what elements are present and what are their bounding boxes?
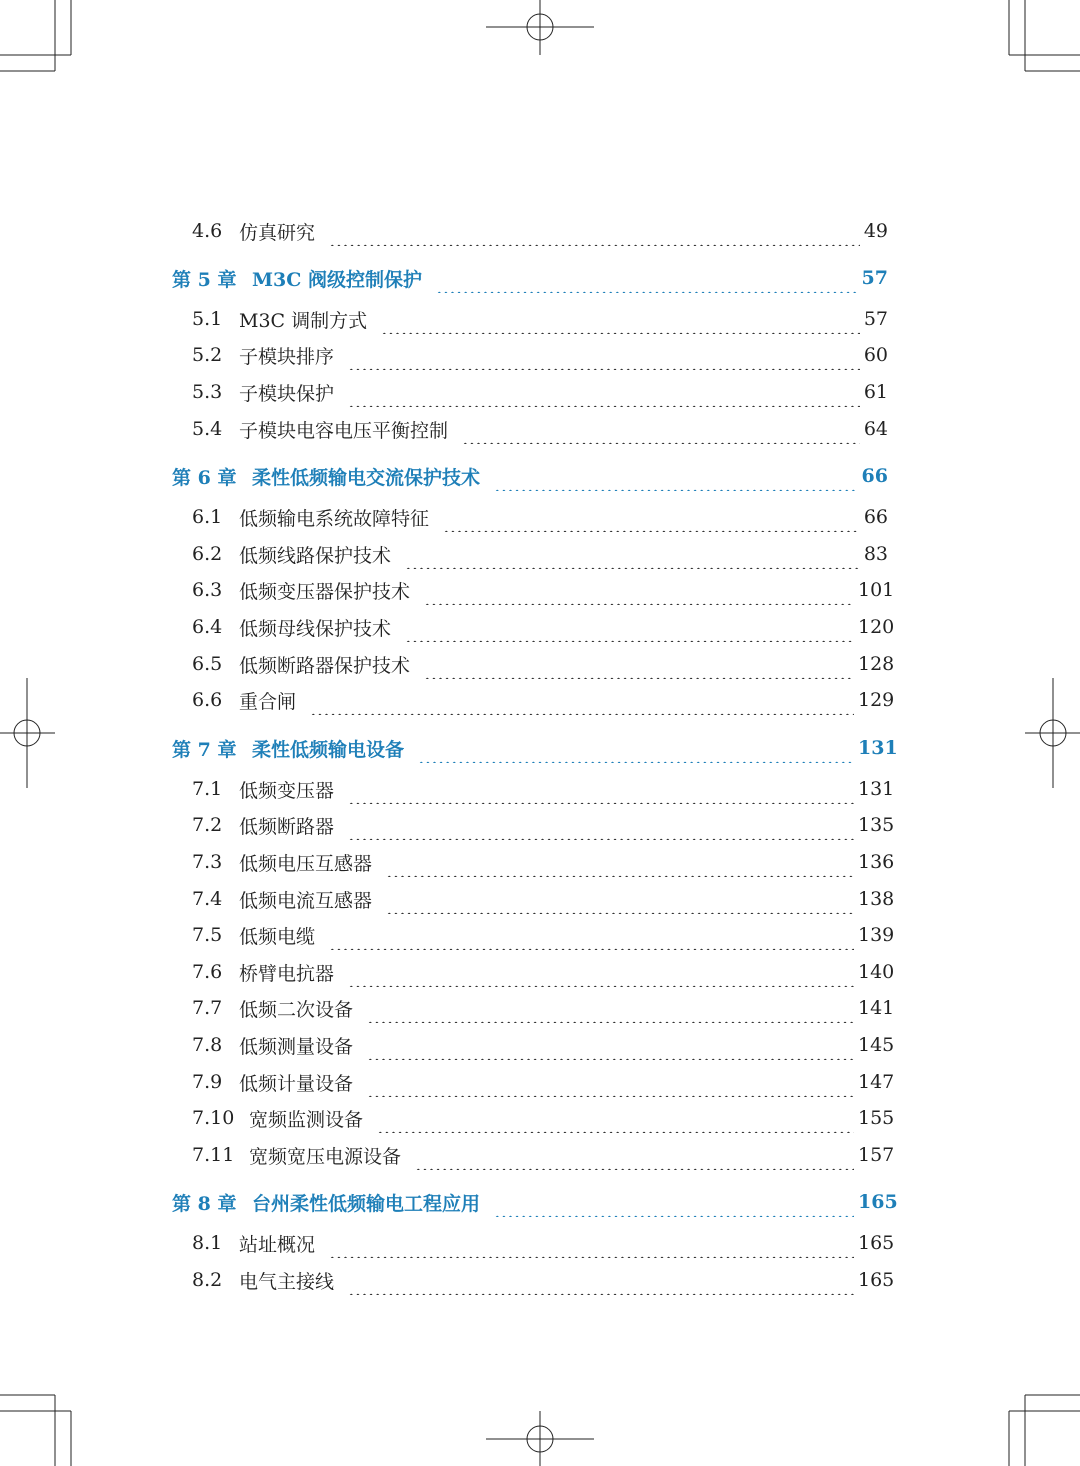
section-title: 低频测量设备	[239, 1035, 354, 1058]
dot-leader	[462, 414, 860, 444]
section-title: 电气主接线	[239, 1270, 335, 1293]
section-title: 低频变压器	[239, 779, 335, 802]
dot-leader	[367, 1067, 854, 1097]
dot-leader	[348, 810, 854, 840]
section-title: 低频变压器保护技术	[239, 580, 411, 603]
dot-leader	[494, 461, 858, 491]
dot-leader	[377, 1103, 854, 1133]
section-number: 7.3	[192, 851, 223, 873]
toc-entry[interactable]	[172, 774, 895, 804]
page-number: 83	[863, 543, 888, 565]
section-title: 仿真研究	[239, 221, 316, 244]
section-title: 子模块电容电压平衡控制	[239, 419, 449, 442]
chapter-title: 柔性低频输电交流保护技术	[252, 466, 481, 489]
page-number: 64	[863, 418, 888, 440]
page-number: 128	[858, 653, 895, 675]
chapter-title: 台州柔性低频输电工程应用	[252, 1192, 481, 1215]
toc-entry[interactable]	[172, 649, 895, 679]
dot-leader	[367, 993, 854, 1023]
dot-leader	[415, 1140, 854, 1170]
section-title: 站址概况	[239, 1233, 316, 1256]
section-number: 5.1	[192, 308, 223, 330]
toc-entry[interactable]	[172, 1103, 895, 1133]
section-number: 6.3	[192, 579, 223, 601]
toc-entry[interactable]	[172, 502, 888, 532]
page-number: 138	[858, 888, 895, 910]
toc-entry[interactable]	[172, 414, 888, 444]
page-number: 60	[863, 344, 888, 366]
section-title: 子模块排序	[239, 345, 335, 368]
section-title: 低频电流互感器	[239, 889, 373, 912]
section-number: 8.2	[192, 1269, 223, 1291]
dot-leader	[348, 1265, 854, 1295]
chapter-number: 第 6 章	[172, 466, 237, 489]
dot-leader	[405, 539, 860, 569]
toc-entry[interactable]	[172, 993, 895, 1023]
page-number: 57	[863, 308, 888, 330]
toc-entry[interactable]	[172, 685, 895, 715]
section-title: 低频电压互感器	[239, 852, 373, 875]
chapter-title: 柔性低频输电设备	[252, 738, 405, 761]
section-number: 7.2	[192, 814, 223, 836]
toc-entry[interactable]	[172, 1228, 895, 1258]
dot-leader	[348, 774, 854, 804]
section-number: 7.1	[192, 778, 223, 800]
section-number: 8.1	[192, 1232, 223, 1254]
section-title: 宽频监测设备	[249, 1108, 364, 1131]
page-number: 141	[858, 997, 895, 1019]
toc-chapter-5[interactable]	[172, 263, 888, 293]
page-number: 155	[858, 1107, 895, 1129]
toc-entry[interactable]	[172, 1067, 895, 1097]
section-number: 5.3	[192, 381, 223, 403]
toc-entry[interactable]	[172, 884, 895, 914]
section-title: M3C 调制方式	[239, 309, 368, 332]
toc-chapter-8[interactable]	[172, 1187, 898, 1217]
section-title: 低频断路器保护技术	[239, 654, 411, 677]
dot-leader	[348, 957, 854, 987]
dot-leader	[443, 502, 860, 532]
section-title: 低频线路保护技术	[239, 544, 392, 567]
page-number: 165	[858, 1269, 895, 1291]
page-number: 145	[858, 1034, 895, 1056]
section-title: 桥臂电抗器	[239, 962, 335, 985]
section-number: 7.4	[192, 888, 223, 910]
page-number: 66	[861, 465, 888, 487]
dot-leader	[329, 216, 860, 246]
chapter-number: 第 7 章	[172, 738, 237, 761]
section-number: 7.5	[192, 924, 223, 946]
page-number: 165	[858, 1191, 898, 1213]
section-title: 重合闸	[239, 690, 297, 713]
dot-leader	[381, 304, 860, 334]
toc-entry[interactable]	[172, 575, 895, 605]
toc-chapter-7[interactable]	[172, 733, 898, 763]
toc-entry[interactable]	[172, 847, 895, 877]
page-number: 131	[858, 737, 898, 759]
dot-leader	[424, 649, 854, 679]
dot-leader	[436, 263, 858, 293]
section-title: 低频断路器	[239, 815, 335, 838]
dot-leader	[329, 1228, 854, 1258]
toc-entry[interactable]	[172, 377, 888, 407]
page-number: 136	[858, 851, 895, 873]
section-number: 6.2	[192, 543, 223, 565]
section-number: 6.5	[192, 653, 223, 675]
page-number: 61	[863, 381, 888, 403]
page-number: 140	[858, 961, 895, 983]
section-number: 7.10	[192, 1107, 235, 1129]
toc-entry[interactable]	[172, 539, 888, 569]
chapter-title: M3C 阀级控制保护	[252, 268, 422, 291]
section-title: 低频电缆	[239, 925, 316, 948]
toc-entry[interactable]	[172, 1140, 895, 1170]
dot-leader	[418, 733, 854, 763]
page-number: 49	[863, 220, 888, 242]
toc-entry[interactable]	[172, 1030, 895, 1060]
page-number: 147	[858, 1071, 895, 1093]
dot-leader	[348, 340, 860, 370]
section-number: 6.1	[192, 506, 223, 528]
dot-leader	[329, 920, 854, 950]
toc-entry[interactable]	[172, 304, 888, 334]
dot-leader	[386, 884, 854, 914]
page-number: 66	[863, 506, 888, 528]
section-number: 7.11	[192, 1144, 235, 1166]
section-number: 4.6	[192, 220, 223, 242]
dot-leader	[405, 612, 854, 642]
chapter-number: 第 5 章	[172, 268, 237, 291]
page-number: 165	[858, 1232, 895, 1254]
toc-entry[interactable]	[172, 920, 895, 950]
page-number: 131	[858, 778, 895, 800]
toc-entry[interactable]	[172, 1265, 895, 1295]
toc-entry[interactable]	[172, 340, 888, 370]
dot-leader	[494, 1187, 854, 1217]
section-number: 7.8	[192, 1034, 223, 1056]
section-number: 5.2	[192, 344, 223, 366]
page-number: 135	[858, 814, 895, 836]
section-number: 7.6	[192, 961, 223, 983]
section-number: 7.9	[192, 1071, 223, 1093]
toc-entry[interactable]	[172, 612, 895, 642]
dot-leader	[348, 377, 860, 407]
section-number: 7.7	[192, 997, 223, 1019]
dot-leader	[424, 575, 854, 605]
toc-entry[interactable]	[172, 957, 895, 987]
dot-leader	[310, 685, 854, 715]
toc-chapter-6[interactable]	[172, 461, 888, 491]
dot-leader	[386, 847, 854, 877]
page-number: 120	[858, 616, 895, 638]
section-title: 低频二次设备	[239, 998, 354, 1021]
section-number: 5.4	[192, 418, 223, 440]
dot-leader	[367, 1030, 854, 1060]
page-number: 139	[858, 924, 895, 946]
page-number: 129	[858, 689, 895, 711]
page-number: 57	[861, 267, 888, 289]
section-title: 低频母线保护技术	[239, 617, 392, 640]
section-number: 6.4	[192, 616, 223, 638]
page-number: 157	[858, 1144, 895, 1166]
chapter-number: 第 8 章	[172, 1192, 237, 1215]
section-title: 低频输电系统故障特征	[239, 507, 430, 530]
section-number: 6.6	[192, 689, 223, 711]
toc-entry[interactable]	[172, 810, 895, 840]
toc-entry[interactable]	[172, 216, 888, 246]
section-title: 低频计量设备	[239, 1072, 354, 1095]
page-number: 101	[858, 579, 895, 601]
section-title: 子模块保护	[239, 382, 335, 405]
section-title: 宽频宽压电源设备	[249, 1145, 402, 1168]
